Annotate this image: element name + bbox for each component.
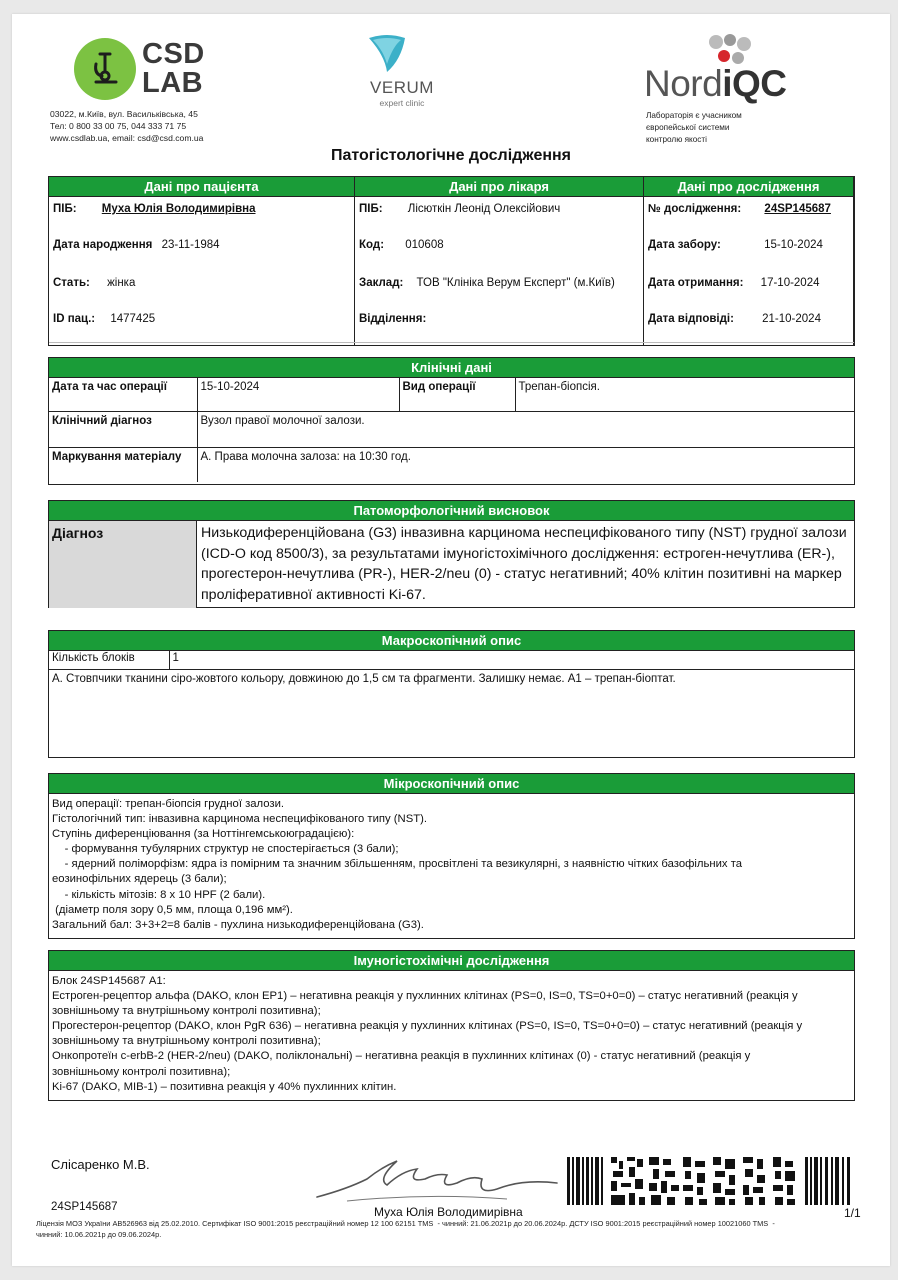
- doctor-name-label: ПІБ:: [359, 203, 383, 215]
- clinical-row-marking: [49, 448, 854, 482]
- conclusion-section: [48, 500, 855, 608]
- csd-lab-logo: [74, 36, 234, 106]
- doctor-inst-row: [359, 277, 615, 289]
- clinical-row-operation: [49, 378, 854, 412]
- doctor-code: 010608: [405, 239, 444, 251]
- page-number: 1/1: [844, 1206, 861, 1220]
- study-column: [644, 177, 854, 345]
- doctor-dept-label: Відділення:: [359, 313, 427, 325]
- doctor-column: [355, 177, 644, 345]
- patient-header: Дані про пацієнта: [49, 177, 354, 197]
- op-date: 15-10-2024: [197, 378, 399, 412]
- study-taken: 15-10-2024: [764, 239, 823, 251]
- study-taken-label: Дата забору:: [648, 239, 721, 251]
- footer-study-code: 24SP145687: [51, 1201, 118, 1213]
- study-answer-row: [648, 313, 821, 325]
- verum-name: VERUM: [370, 78, 434, 97]
- study-number-label: № дослідження:: [648, 203, 742, 215]
- csd-lab-logo-text: CSD LAB: [142, 38, 205, 99]
- doctor-code-row: [359, 239, 444, 251]
- patient-sex-row: [53, 277, 135, 289]
- micro-header: Мікроскопічний опис: [49, 774, 854, 794]
- macro-section: [48, 630, 855, 758]
- info-divider: [49, 342, 854, 343]
- clinical-row-diagnosis: [49, 412, 854, 448]
- doctor-code-label: Код:: [359, 239, 385, 251]
- clinical-header: Клінічні дані: [49, 358, 854, 377]
- doctor-inst-label: Заклад:: [359, 277, 404, 289]
- document-title: Патогістологічне дослідження: [330, 147, 571, 164]
- patient-sex-label: Стать:: [53, 277, 90, 289]
- footer-patient-name: Муха Юлія Володимирівна: [374, 1205, 523, 1219]
- csd-address: 03022, м.Київ, вул. Васильківська, 45 Тел: 0 800 33 00 75, 044 333 71 75 www.csdlab.ua, email: csd@csd.com.ua: [50, 109, 204, 143]
- macro-header: Макроскопічний опис: [49, 631, 854, 650]
- patient-id: 1477425: [110, 313, 156, 325]
- patient-dob-row: [53, 239, 220, 251]
- op-date-label: Дата та час операції: [49, 378, 197, 412]
- study-answer: 21-10-2024: [762, 313, 821, 325]
- diagnosis-label: Діагноз: [49, 521, 197, 608]
- immuno-header: Імуногістохімічні дослідження: [49, 951, 854, 971]
- study-received-row: [648, 277, 820, 289]
- clinical-table: [49, 377, 854, 482]
- study-answer-label: Дата відповіді:: [648, 313, 734, 325]
- doctor-inst: ТОВ "Клініка Верум Експерт" (м.Київ): [416, 277, 615, 289]
- nordiqc-logo: [642, 34, 822, 104]
- nordiqc-note: Лабораторія є учасником європейської системи контролю якості: [646, 111, 742, 144]
- study-taken-row: [648, 239, 823, 251]
- marking-label: Маркування матеріалу: [49, 448, 197, 482]
- microscope-icon: [74, 38, 136, 100]
- micro-text: Вид операції: трепан-біопсія грудної залози. Гістологічний тип: інвазивна карцинома неспецифікованого типу (NST). Ступінь диференціювання (за Ноттінгемськоюградацією): - формування тубулярних структур не спостерігається (3 бали); - ядерний поліморфізм: ядра із помірним та значним збільшенням, просвітлені та везикулярні, з наявністю чітких базофільних та еозинофільних ядерець (3 бали); - кількість мітозів: 8 x 10 HPF (2 бали). (діаметр поля зору 0,5 мм, площа 0,196 мм²). Загальний бал: 3+3+2=8 балів - пухлина низькодиференційована (G3).: [52, 798, 743, 931]
- clin-diag-label: Клінічний діагноз: [49, 412, 197, 448]
- nordiqc-text: [644, 64, 786, 104]
- doctor-dept-row: [359, 313, 426, 325]
- barcode-2d: [567, 1157, 853, 1205]
- doctor-header: Дані про лікаря: [355, 177, 643, 197]
- patient-name-row: [53, 203, 256, 215]
- marking: А. Права молочна залоза: на 10:30 год.: [197, 448, 854, 482]
- clin-diag: Вузол правої молочної залози.: [197, 412, 854, 448]
- patient-id-label: ID пац.:: [53, 313, 96, 325]
- study-received-label: Дата отримання:: [648, 277, 744, 289]
- conclusion-header: Патоморфологічний висновок: [49, 501, 854, 521]
- signer-name: Слісаренко М.В.: [51, 1157, 150, 1172]
- immuno-section: [48, 950, 855, 1101]
- study-received: 17-10-2024: [760, 277, 820, 289]
- macro-text-row: [49, 670, 854, 756]
- op-type-label: Вид операції: [399, 378, 515, 412]
- study-header: Дані про дослідження: [644, 177, 853, 197]
- patient-name: Муха Юлія Володимирівна: [101, 203, 256, 215]
- macro-text: А. Стовпчики тканини сіро-жовтого кольору, довжиною до 1,5 см та фрагменти. Залишку немає. А1 – трепан-біоптат.: [49, 670, 854, 756]
- op-type: Трепан-біопсія.: [515, 378, 854, 412]
- macro-blocks-row: [49, 651, 854, 670]
- diagnosis-text: Низькодиференційована (G3) інвазивна карцинома неспецифікованого типу (NST) грудної залози (ICD-O код 8500/3), за результатами імуногістохімічного дослідження: естроген-нечутлива (ER-), прогестерон-нечутлива (PR-), HER-2/neu (0) - статус негативний; 40% клітин позитивні на маркер проліферативної активності Ki-67.: [201, 525, 847, 603]
- patient-name-label: ПІБ:: [53, 203, 77, 215]
- verum-logo-icon: [367, 34, 407, 74]
- license-text: Ліцензія МОЗ України АВ526963 від 25.02.2010. Сертифікат ISO 9001:2015 реєстраційний номер 12 100 62151 TMS - чинний: 21.06.2021р до 20.06.2024р. ДСТУ ISO 9001:2015 реєстраційний номер 10021060 TMS - чинний: 10.06.2021р до 09.06.2024р.: [36, 1219, 775, 1239]
- nordiqc-name-iqc: iQC: [722, 63, 787, 104]
- patient-id-row: [53, 313, 155, 325]
- micro-section: [48, 773, 855, 939]
- verum-subtitle: expert clinic: [379, 98, 425, 108]
- patient-column: [49, 177, 355, 345]
- patient-sex: жінка: [107, 277, 136, 289]
- immuno-text: Блок 24SP145687 А1: Естроген-рецептор альфа (DAKO, клон EP1) – негативна реакція у пухлинних клітинах (PS=0, IS=0, TS=0+0=0) – статус негативний (реакція у зовнішньому та внутрішньому контролі позитивна); Прогестерон-рецептор (DAKO, клон PgR 636) – негативна реакція у пухлинних клітинах (PS=0, IS=0, TS=0+0=0) – статус негативний (реакція у зовнішньому та внутрішньому контролі позитивна); Онкопротеїн c-erbB-2 (HER-2/neu) (DAKO, поліклональні) – негативна реакція в пухлинних клітинах (0) - статус негативний (реакція у зовнішньому контролі позитивна); Ki-67 (DAKO, MIB-1) – позитивна реакція у 40% пухлинних клітин.: [52, 975, 803, 1093]
- info-table: [48, 176, 855, 346]
- nordiqc-name-nord: Nord: [644, 63, 723, 104]
- blocks-label: Кількість блоків: [49, 651, 169, 670]
- macro-table: [49, 650, 854, 756]
- doctor-name-row: [359, 203, 560, 215]
- study-number-row: [648, 203, 831, 215]
- patient-dob: 23-11-1984: [161, 239, 220, 251]
- doctor-name: Лісюткін Леонід Олексійович: [407, 203, 561, 215]
- patient-dob-label: Дата народження: [53, 239, 153, 251]
- clinical-data-section: [48, 357, 855, 485]
- study-number: 24SP145687: [764, 203, 831, 215]
- signature-mark: [307, 1149, 567, 1204]
- report-page: [12, 14, 890, 1266]
- blocks-count: 1: [169, 651, 854, 670]
- verum-logo: [352, 34, 452, 114]
